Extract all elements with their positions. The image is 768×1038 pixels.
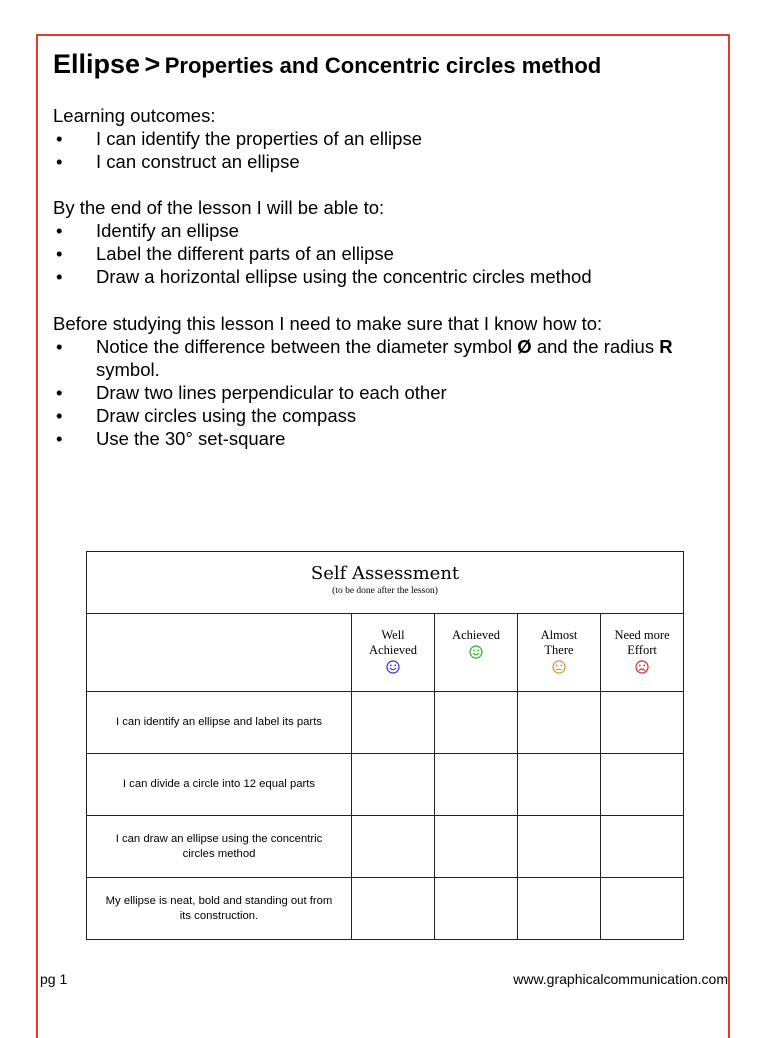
- criterion-cell: [87, 816, 352, 878]
- table-row: [87, 878, 684, 940]
- rating-cell[interactable]: [435, 878, 518, 940]
- list-item-text: Identify an ellipse: [96, 220, 239, 241]
- column-achieved: [435, 614, 518, 692]
- list-item: [53, 242, 713, 265]
- list-item: [53, 404, 713, 427]
- bullet-icon: •: [56, 266, 63, 287]
- rating-cell[interactable]: [435, 754, 518, 816]
- title-separator: >: [144, 49, 161, 79]
- criterion-cell: [87, 692, 352, 754]
- list-item: [53, 150, 713, 173]
- column-label-line1: Achieved: [452, 628, 500, 642]
- end-of-lesson-section: [53, 196, 713, 288]
- bullet-icon: •: [56, 220, 63, 241]
- criterion-text: circles method: [182, 847, 256, 860]
- self-assessment-header-row: [87, 552, 684, 614]
- prerequisites-heading: Before studying this lesson I need to make sure that I know how to:: [53, 313, 603, 334]
- list-item: [53, 265, 713, 288]
- learning-outcomes-heading: Learning outcomes:: [53, 105, 216, 126]
- rating-cell[interactable]: [435, 816, 518, 878]
- happy-face-icon: [469, 645, 483, 659]
- bullet-icon: •: [56, 428, 63, 449]
- end-of-lesson-heading: By the end of the lesson I will be able to:: [53, 197, 385, 218]
- list-item-text: I can identify the properties of an ellipse: [96, 128, 422, 149]
- list-item-text: Draw two lines perpendicular to each other: [96, 382, 447, 403]
- list-item: [53, 381, 713, 404]
- column-label-line2: There: [544, 643, 574, 657]
- list-item-text: I can construct an ellipse: [96, 151, 300, 172]
- column-need-more-effort: [601, 614, 684, 692]
- diameter-symbol: Ø: [517, 336, 532, 357]
- rating-cell[interactable]: [518, 754, 601, 816]
- title-subtitle: Properties and Concentric circles method: [164, 53, 602, 78]
- list-item: [53, 335, 713, 381]
- list-item: [53, 127, 713, 150]
- column-label-line2: Effort: [627, 643, 657, 657]
- title-main: Ellipse: [53, 49, 141, 79]
- list-item-text: Draw a horizontal ellipse using the concentric circles method: [96, 266, 592, 287]
- self-assessment-subtitle: (to be done after the lesson): [332, 586, 438, 596]
- prereq-text-pre: Notice the difference between the diameter symbol: [96, 336, 513, 357]
- bullet-icon: •: [56, 336, 63, 357]
- table-row: [87, 692, 684, 754]
- prerequisites-section: [53, 312, 713, 450]
- rating-cell[interactable]: [352, 878, 435, 940]
- bullet-icon: •: [56, 151, 63, 172]
- rating-cell[interactable]: [518, 692, 601, 754]
- list-item-text: Draw circles using the compass: [96, 405, 357, 426]
- neutral-face-icon: [552, 660, 566, 674]
- learning-outcomes-list: [53, 127, 713, 173]
- self-assessment-table: [86, 551, 684, 940]
- prereq-text-mid: and the radius: [536, 336, 655, 357]
- criteria-header-cell: [87, 614, 352, 692]
- rating-cell[interactable]: [518, 878, 601, 940]
- bullet-icon: •: [56, 243, 63, 264]
- criterion-text: I can divide a circle into 12 equal parts: [122, 778, 316, 790]
- list-item: [53, 219, 713, 242]
- criterion-text: I can draw an ellipse using the concentric: [115, 832, 323, 845]
- rating-cell[interactable]: [601, 878, 684, 940]
- criterion-text: I can identify an ellipse and label its parts: [116, 716, 322, 728]
- criterion-text: its construction.: [179, 909, 259, 922]
- self-assessment-header: [87, 552, 684, 614]
- rating-cell[interactable]: [518, 816, 601, 878]
- learning-outcomes-section: [53, 104, 713, 173]
- sad-face-icon: [635, 660, 649, 674]
- self-assessment-title: Self Assessment: [310, 563, 460, 584]
- prereq-text-post: symbol.: [96, 359, 160, 380]
- page-title: [53, 46, 601, 87]
- criterion-cell: [87, 878, 352, 940]
- list-item-text: Use the 30° set-square: [96, 428, 286, 449]
- column-almost-there: [518, 614, 601, 692]
- criterion-cell: [87, 754, 352, 816]
- column-label-line1: Almost: [540, 628, 578, 642]
- rating-cell[interactable]: [352, 692, 435, 754]
- rating-cell[interactable]: [601, 754, 684, 816]
- website-link[interactable]: www.graphicalcommunication.com: [513, 971, 728, 987]
- rating-cell[interactable]: [352, 816, 435, 878]
- prerequisites-list: [53, 335, 713, 450]
- table-row: [87, 754, 684, 816]
- rating-cell[interactable]: [352, 754, 435, 816]
- list-item: [53, 427, 713, 450]
- column-label-line1: Need more: [614, 628, 670, 642]
- page-number: pg 1: [40, 971, 68, 987]
- rating-cell[interactable]: [601, 692, 684, 754]
- bullet-icon: •: [56, 382, 63, 403]
- column-label-line1: Well: [381, 628, 405, 642]
- rating-columns-row: [87, 614, 684, 692]
- bullet-icon: •: [56, 405, 63, 426]
- column-label-line2: Achieved: [369, 643, 417, 657]
- rating-cell[interactable]: [435, 692, 518, 754]
- list-item-text: Label the different parts of an ellipse: [96, 243, 394, 264]
- bullet-icon: •: [56, 128, 63, 149]
- radius-symbol: R: [659, 336, 673, 357]
- happy-face-icon: [386, 660, 400, 674]
- column-well-achieved: [352, 614, 435, 692]
- end-of-lesson-list: [53, 219, 713, 288]
- criterion-text: My ellipse is neat, bold and standing out from: [105, 894, 333, 907]
- rating-cell[interactable]: [601, 816, 684, 878]
- table-row: [87, 816, 684, 878]
